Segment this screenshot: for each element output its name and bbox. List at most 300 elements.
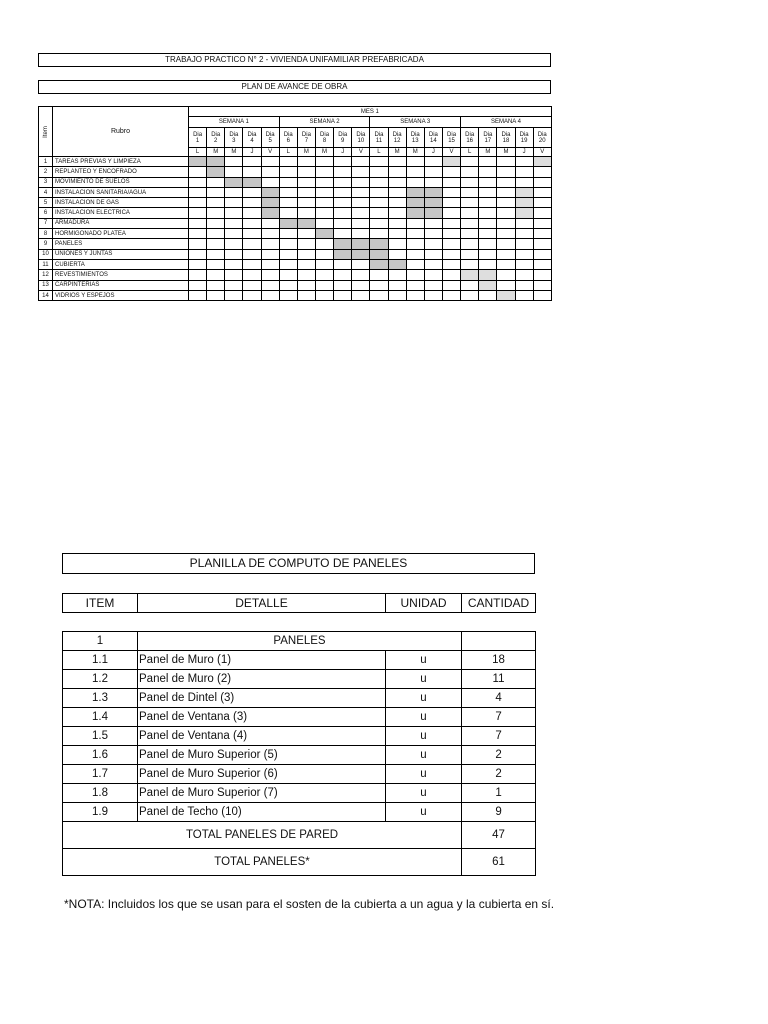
weekday-header: M [497, 148, 515, 157]
day-header [261, 128, 279, 148]
day-cell [207, 270, 225, 280]
day-cell [515, 270, 533, 280]
day-cell [497, 157, 515, 167]
day-cell [461, 218, 479, 228]
day-cell [515, 167, 533, 177]
computo-row [63, 746, 536, 765]
day-cell [279, 239, 297, 249]
total-pared-row [63, 822, 536, 849]
day-word: Dia [447, 131, 457, 138]
day-cell [497, 198, 515, 208]
scheduled-cell [406, 198, 424, 208]
day-cell [207, 259, 225, 269]
day-cell [533, 208, 551, 218]
day-cell [279, 249, 297, 259]
day-cell [207, 290, 225, 300]
scheduled-cell [479, 270, 497, 280]
day-cell [424, 167, 442, 177]
week-header: SEMANA 3 [370, 117, 461, 128]
day-cell [207, 249, 225, 259]
day-cell [352, 157, 370, 167]
day-cell [497, 177, 515, 187]
note-text: *NOTA: Incluidos los que se usan para el sosten de la cubierta a un agua y la cubierta en sí. [64, 897, 555, 911]
day-cell [479, 187, 497, 197]
day-cell [225, 270, 243, 280]
row-detalle: Panel de Muro (2) [138, 670, 386, 689]
row-detalle: Panel de Muro Superior (5) [138, 746, 386, 765]
day-cell [243, 249, 261, 259]
weekday-header: L [189, 148, 207, 157]
day-cell [515, 239, 533, 249]
day-number: 4 [250, 137, 254, 144]
day-word: Dia [320, 131, 330, 138]
item-header-text: Item [42, 125, 49, 138]
day-header [424, 128, 442, 148]
day-word: Dia [283, 131, 293, 138]
task-name: INSTALACION DE GAS [53, 198, 189, 208]
group-empty [462, 632, 536, 651]
row-unidad: u [386, 803, 462, 822]
day-cell [225, 208, 243, 218]
day-cell [297, 239, 315, 249]
row-detalle: Panel de Muro (1) [138, 651, 386, 670]
day-cell [424, 280, 442, 290]
day-cell [497, 259, 515, 269]
row-unidad: u [386, 727, 462, 746]
day-cell [207, 208, 225, 218]
day-number: 7 [304, 137, 309, 144]
row-unidad: u [386, 708, 462, 727]
weekday-header: J [424, 148, 442, 157]
scheduled-cell [442, 157, 460, 167]
day-cell [334, 177, 352, 187]
task-row [39, 270, 552, 280]
day-cell [243, 229, 261, 239]
day-cell [279, 229, 297, 239]
day-cell [461, 280, 479, 290]
day-header [334, 128, 352, 148]
day-cell [189, 167, 207, 177]
row-cantidad: 18 [462, 651, 536, 670]
day-cell [334, 229, 352, 239]
day-number: 6 [286, 137, 290, 144]
day-cell [315, 167, 333, 177]
day-cell [243, 198, 261, 208]
day-header [370, 128, 388, 148]
day-cell [261, 270, 279, 280]
day-header [243, 128, 261, 148]
task-number: 1 [39, 157, 53, 167]
day-cell [515, 249, 533, 259]
day-cell [279, 177, 297, 187]
day-number: 10 [357, 137, 365, 144]
scheduled-cell [424, 187, 442, 197]
day-cell [352, 167, 370, 177]
day-word: Dia [483, 131, 493, 138]
day-cell [388, 249, 406, 259]
task-name: MOVIMIENTO DE SUELOS [53, 177, 189, 187]
day-cell [442, 218, 460, 228]
computo-row [63, 708, 536, 727]
scheduled-cell [424, 198, 442, 208]
row-unidad: u [386, 651, 462, 670]
day-cell [225, 290, 243, 300]
day-word: Dia [229, 131, 239, 138]
day-cell [461, 208, 479, 218]
day-cell [352, 290, 370, 300]
day-cell [352, 187, 370, 197]
task-name: TAREAS PREVIAS Y LIMPIEZA [53, 157, 189, 167]
computo-table [62, 631, 536, 876]
day-cell [297, 198, 315, 208]
row-item: 1.9 [63, 803, 138, 822]
day-cell [297, 187, 315, 197]
task-row [39, 218, 552, 228]
day-cell [279, 280, 297, 290]
task-number: 4 [39, 187, 53, 197]
scheduled-cell [297, 218, 315, 228]
weekday-header: V [261, 148, 279, 157]
scheduled-cell [334, 239, 352, 249]
day-cell [243, 208, 261, 218]
day-cell [243, 290, 261, 300]
day-cell [533, 259, 551, 269]
day-number: 18 [502, 137, 510, 144]
row-item: 1.6 [63, 746, 138, 765]
task-number: 6 [39, 208, 53, 218]
row-item: 1.2 [63, 670, 138, 689]
day-header [279, 128, 297, 148]
day-cell [225, 218, 243, 228]
day-cell [261, 259, 279, 269]
group-item: 1 [63, 632, 138, 651]
scheduled-cell [334, 249, 352, 259]
day-cell [388, 280, 406, 290]
day-cell [315, 198, 333, 208]
task-number: 13 [39, 280, 53, 290]
day-cell [533, 280, 551, 290]
task-row [39, 249, 552, 259]
day-header [189, 128, 207, 148]
day-cell [225, 280, 243, 290]
header-item: ITEM [63, 594, 138, 613]
day-cell [461, 167, 479, 177]
day-cell [388, 157, 406, 167]
header-cantidad: CANTIDAD [462, 594, 536, 613]
day-cell [315, 157, 333, 167]
day-cell [279, 157, 297, 167]
day-cell [533, 229, 551, 239]
day-cell [479, 239, 497, 249]
weekday-header: M [315, 148, 333, 157]
day-cell [315, 280, 333, 290]
day-cell [424, 290, 442, 300]
day-cell [279, 259, 297, 269]
day-cell [189, 218, 207, 228]
day-cell [515, 280, 533, 290]
day-cell [334, 187, 352, 197]
day-cell [406, 157, 424, 167]
day-cell [352, 218, 370, 228]
day-cell [442, 290, 460, 300]
weekday-header: L [461, 148, 479, 157]
computo-row [63, 784, 536, 803]
row-detalle: Panel de Dintel (3) [138, 689, 386, 708]
computo-header-table [62, 593, 536, 613]
task-number: 9 [39, 239, 53, 249]
day-cell [388, 270, 406, 280]
day-number: 14 [430, 137, 437, 144]
day-cell [515, 290, 533, 300]
day-cell [261, 177, 279, 187]
task-row [39, 208, 552, 218]
day-header [388, 128, 406, 148]
day-cell [497, 187, 515, 197]
day-cell [388, 239, 406, 249]
day-cell [370, 187, 388, 197]
day-cell [279, 167, 297, 177]
row-item: 1.7 [63, 765, 138, 784]
day-cell [388, 290, 406, 300]
computo-row [63, 803, 536, 822]
day-cell [297, 259, 315, 269]
weekday-header: M [225, 148, 243, 157]
scheduled-cell [243, 177, 261, 187]
day-cell [515, 177, 533, 187]
day-cell [424, 177, 442, 187]
day-cell [424, 249, 442, 259]
day-word: Dia [265, 131, 275, 138]
task-number: 8 [39, 229, 53, 239]
day-cell [334, 259, 352, 269]
day-header [533, 128, 551, 148]
day-header [406, 128, 424, 148]
day-cell [370, 157, 388, 167]
day-cell [261, 290, 279, 300]
day-cell [352, 177, 370, 187]
day-cell [352, 208, 370, 218]
scheduled-cell [261, 187, 279, 197]
day-cell [442, 270, 460, 280]
day-cell [461, 259, 479, 269]
day-cell [424, 229, 442, 239]
day-cell [297, 290, 315, 300]
day-cell [479, 157, 497, 167]
task-row [39, 229, 552, 239]
day-cell [370, 270, 388, 280]
day-cell [442, 167, 460, 177]
header-detalle: DETALLE [138, 594, 386, 613]
day-cell [261, 218, 279, 228]
row-detalle: Panel de Ventana (4) [138, 727, 386, 746]
gantt-table [38, 106, 552, 301]
day-cell [243, 239, 261, 249]
day-cell [279, 208, 297, 218]
row-unidad: u [386, 689, 462, 708]
day-word: Dia [410, 131, 420, 138]
day-cell [352, 198, 370, 208]
day-cell [370, 198, 388, 208]
gantt-title: TRABAJO PRACTICO N° 2 - VIVIENDA UNIFAMILIAR PREFABRICADA [38, 53, 551, 67]
scheduled-cell [370, 239, 388, 249]
day-cell [388, 187, 406, 197]
day-cell [497, 239, 515, 249]
day-cell [406, 270, 424, 280]
day-cell [225, 229, 243, 239]
scheduled-cell [479, 280, 497, 290]
weekday-header: J [515, 148, 533, 157]
task-number: 7 [39, 218, 53, 228]
day-cell [189, 249, 207, 259]
row-cantidad: 2 [462, 765, 536, 784]
day-cell [315, 208, 333, 218]
day-cell [334, 218, 352, 228]
day-cell [479, 177, 497, 187]
day-header [461, 128, 479, 148]
row-unidad: u [386, 746, 462, 765]
day-cell [334, 167, 352, 177]
scheduled-cell [424, 208, 442, 218]
scheduled-cell [315, 229, 333, 239]
day-cell [189, 259, 207, 269]
day-cell [243, 280, 261, 290]
day-cell [279, 198, 297, 208]
weekday-header: M [479, 148, 497, 157]
day-cell [388, 198, 406, 208]
day-cell [442, 249, 460, 259]
day-cell [297, 167, 315, 177]
computo-row [63, 651, 536, 670]
day-cell [461, 249, 479, 259]
day-cell [533, 218, 551, 228]
day-cell [189, 239, 207, 249]
day-cell [533, 270, 551, 280]
day-number: 11 [375, 137, 383, 144]
day-cell [334, 270, 352, 280]
scheduled-cell [207, 167, 225, 177]
row-cantidad: 7 [462, 727, 536, 746]
scheduled-cell [279, 218, 297, 228]
scheduled-cell [515, 208, 533, 218]
day-cell [297, 157, 315, 167]
day-cell [497, 218, 515, 228]
task-number: 3 [39, 177, 53, 187]
row-item: 1.5 [63, 727, 138, 746]
day-cell [388, 177, 406, 187]
row-cantidad: 9 [462, 803, 536, 822]
computo-title: PLANILLA DE COMPUTO DE PANELES [62, 553, 535, 574]
day-number: 8 [322, 137, 327, 144]
gantt-subtitle: PLAN DE AVANCE DE OBRA [38, 80, 551, 94]
day-cell [406, 290, 424, 300]
day-cell [370, 229, 388, 239]
task-row [39, 177, 552, 187]
day-cell [406, 177, 424, 187]
day-cell [406, 239, 424, 249]
week-header: SEMANA 1 [189, 117, 280, 128]
day-cell [243, 218, 261, 228]
task-name: UNIONES Y JUNTAS [53, 249, 189, 259]
weekday-header: V [352, 148, 370, 157]
day-cell [261, 157, 279, 167]
day-cell [533, 239, 551, 249]
day-cell [533, 290, 551, 300]
day-cell [189, 177, 207, 187]
day-cell [406, 249, 424, 259]
day-cell [315, 218, 333, 228]
task-row [39, 157, 552, 167]
day-cell [279, 187, 297, 197]
day-cell [370, 218, 388, 228]
scheduled-cell [515, 187, 533, 197]
day-word: Dia [247, 131, 257, 138]
day-cell [352, 270, 370, 280]
task-number: 2 [39, 167, 53, 177]
task-name: ARMADURA [53, 218, 189, 228]
day-cell [515, 229, 533, 239]
day-cell [315, 177, 333, 187]
day-cell [442, 239, 460, 249]
scheduled-cell [225, 177, 243, 187]
day-word: Dia [374, 131, 384, 138]
day-cell [424, 157, 442, 167]
day-cell [334, 208, 352, 218]
row-cantidad: 4 [462, 689, 536, 708]
row-unidad: u [386, 765, 462, 784]
day-word: Dia [193, 131, 203, 138]
day-word: Dia [519, 131, 529, 138]
day-cell [497, 280, 515, 290]
day-cell [352, 259, 370, 269]
day-word: Dia [211, 131, 221, 138]
row-cantidad: 7 [462, 708, 536, 727]
group-row [63, 632, 536, 651]
day-header [497, 128, 515, 148]
scheduled-cell [370, 259, 388, 269]
day-cell [515, 259, 533, 269]
day-cell [225, 259, 243, 269]
scheduled-cell [461, 270, 479, 280]
day-word: Dia [501, 131, 511, 138]
day-cell [497, 249, 515, 259]
day-word: Dia [301, 131, 311, 138]
day-cell [297, 270, 315, 280]
day-number: 17 [484, 137, 492, 144]
day-cell [261, 167, 279, 177]
day-header [315, 128, 333, 148]
day-word: Dia [356, 131, 366, 138]
day-cell [479, 249, 497, 259]
day-cell [315, 259, 333, 269]
row-detalle: Panel de Muro Superior (7) [138, 784, 386, 803]
scheduled-cell [497, 290, 515, 300]
day-cell [243, 187, 261, 197]
task-number: 12 [39, 270, 53, 280]
day-word: Dia [465, 131, 475, 138]
day-cell [370, 290, 388, 300]
day-cell [515, 218, 533, 228]
day-cell [189, 208, 207, 218]
day-cell [207, 239, 225, 249]
task-name: VIDRIOS Y ESPEJOS [53, 290, 189, 300]
day-cell [406, 218, 424, 228]
day-cell [479, 218, 497, 228]
week-header: SEMANA 4 [461, 117, 552, 128]
row-item: 1.3 [63, 689, 138, 708]
day-cell [225, 239, 243, 249]
day-word: Dia [392, 131, 402, 138]
day-cell [207, 198, 225, 208]
